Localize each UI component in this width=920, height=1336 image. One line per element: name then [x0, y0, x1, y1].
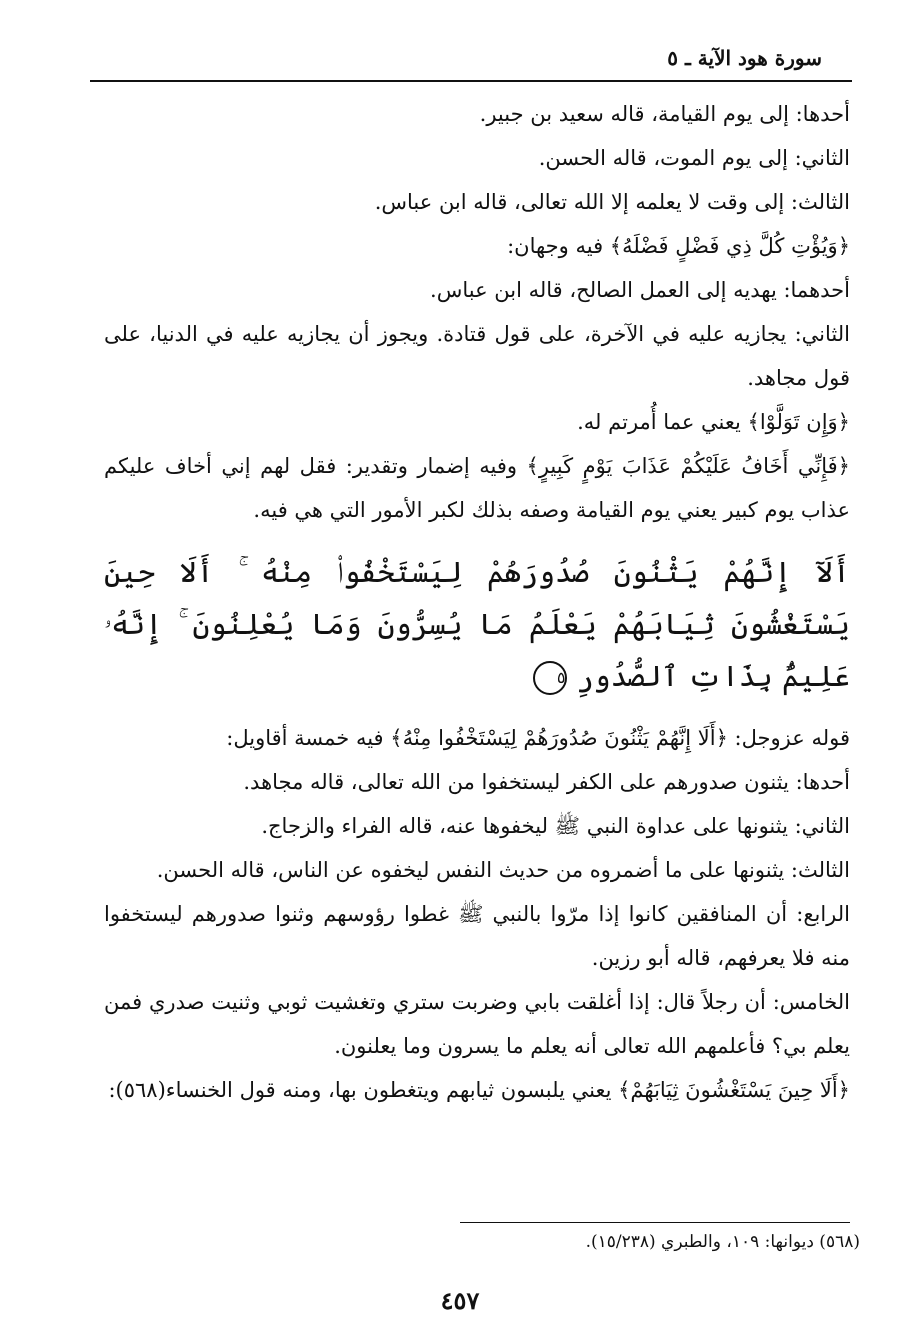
paragraph: قوله عزوجل: ﴿أَلَا إِنَّهُمْ يَثْنُونَ صُدُورَهُمْ لِيَسْتَخْفُوا مِنْهُ﴾ فيه خمسة أقاويل: — [226, 726, 850, 750]
paragraph: الثاني: يجازيه عليه في الآخرة، على قول قتادة. ويجوز أن يجازيه عليه في الدنيا، على قول مجاهد. — [104, 322, 850, 390]
paragraph: أحدهما: يهديه إلى العمل الصالح، قاله ابن عباس. — [430, 278, 850, 302]
running-header: سورة هود الآية ـ ٥ — [667, 46, 822, 70]
footnote-rule — [460, 1222, 850, 1223]
header-rule — [90, 80, 852, 82]
body-text — [104, 92, 850, 1112]
paragraph: أحدها: إلى يوم القيامة، قاله سعيد بن جبير. — [479, 102, 850, 126]
paragraph: الثاني: إلى يوم الموت، قاله الحسن. — [538, 146, 850, 170]
paragraph: الرابع: أن المنافقين كانوا إذا مرّوا بالنبي ﷺ غطوا رؤوسهم وثنوا صدورهم ليستخفوا منه فلا يعرفهم، قاله أبو رزين. — [104, 902, 850, 970]
paragraph: ﴿وَيُؤْتِ كُلَّ ذِي فَضْلٍ فَضْلَهُ﴾ فيه وجهان: — [507, 234, 850, 258]
paragraph: الثالث: إلى وقت لا يعلمه إلا الله تعالى، قاله ابن عباس. — [374, 190, 850, 214]
quran-verse — [104, 546, 850, 702]
paragraph: أحدها: يثنون صدورهم على الكفر ليستخفوا من الله تعالى، قاله مجاهد. — [243, 770, 850, 794]
paragraph: الثاني: يثنونها على عداوة النبي ﷺ ليخفوها عنه، قاله الفراء والزجاج. — [261, 814, 850, 838]
paragraph: ﴿فَإِنِّي أَخَافُ عَلَيْكُمْ عَذَابَ يَوْمٍ كَبِيرٍ﴾ وفيه إضمار وتقدير: فقل لهم إني أخاف عليكم عذاب يوم كبير يعني يوم القيامة وصفه بذلك لكبر الأمور التي هي فيه. — [104, 454, 850, 522]
paragraph: الخامس: أن رجلاً قال: إذا أغلقت بابي وضربت ستري وتغشيت ثوبي وثنيت صدري فمن يعلم بي؟ فأعلمهم الله تعالى أنه يعلم ما يسرون وما يعلنون. — [104, 990, 850, 1058]
verse-number-badge: ٥ — [533, 661, 567, 695]
paragraph: الثالث: يثنونها على ما أضمروه من حديث النفس ليخفوه عن الناس، قاله الحسن. — [156, 858, 850, 882]
verse-text: أَلَآ إِنَّهُمْ يَثْنُونَ صُدُورَهُمْ لِيَسْتَخْفُوا۟ مِنْهُ ۚ أَلَا حِينَ يَسْتَغْشُونَ ثِيَابَهُمْ يَعْلَمُ مَا يُسِرُّونَ وَمَا يُعْلِنُونَ ۚ إِنَّهُۥ عَلِيمٌۢ بِذَاتِ ٱلصُّدُورِ — [104, 555, 850, 693]
paragraph: ﴿أَلَا حِينَ يَسْتَغْشُونَ ثِيَابَهُمْ﴾ يعني يلبسون ثيابهم ويتغطون بها، ومنه قول الخنساء(٥٦٨): — [108, 1078, 850, 1102]
paragraph: ﴿وَإِن تَوَلَّوْا﴾ يعني عما أُمرتم له. — [577, 410, 850, 434]
page-number: ٤٥٧ — [440, 1286, 480, 1315]
footnote: (٥٦٨) ديوانها: ١٠٩، والطبري (١٥/٢٣٨). — [585, 1232, 860, 1252]
